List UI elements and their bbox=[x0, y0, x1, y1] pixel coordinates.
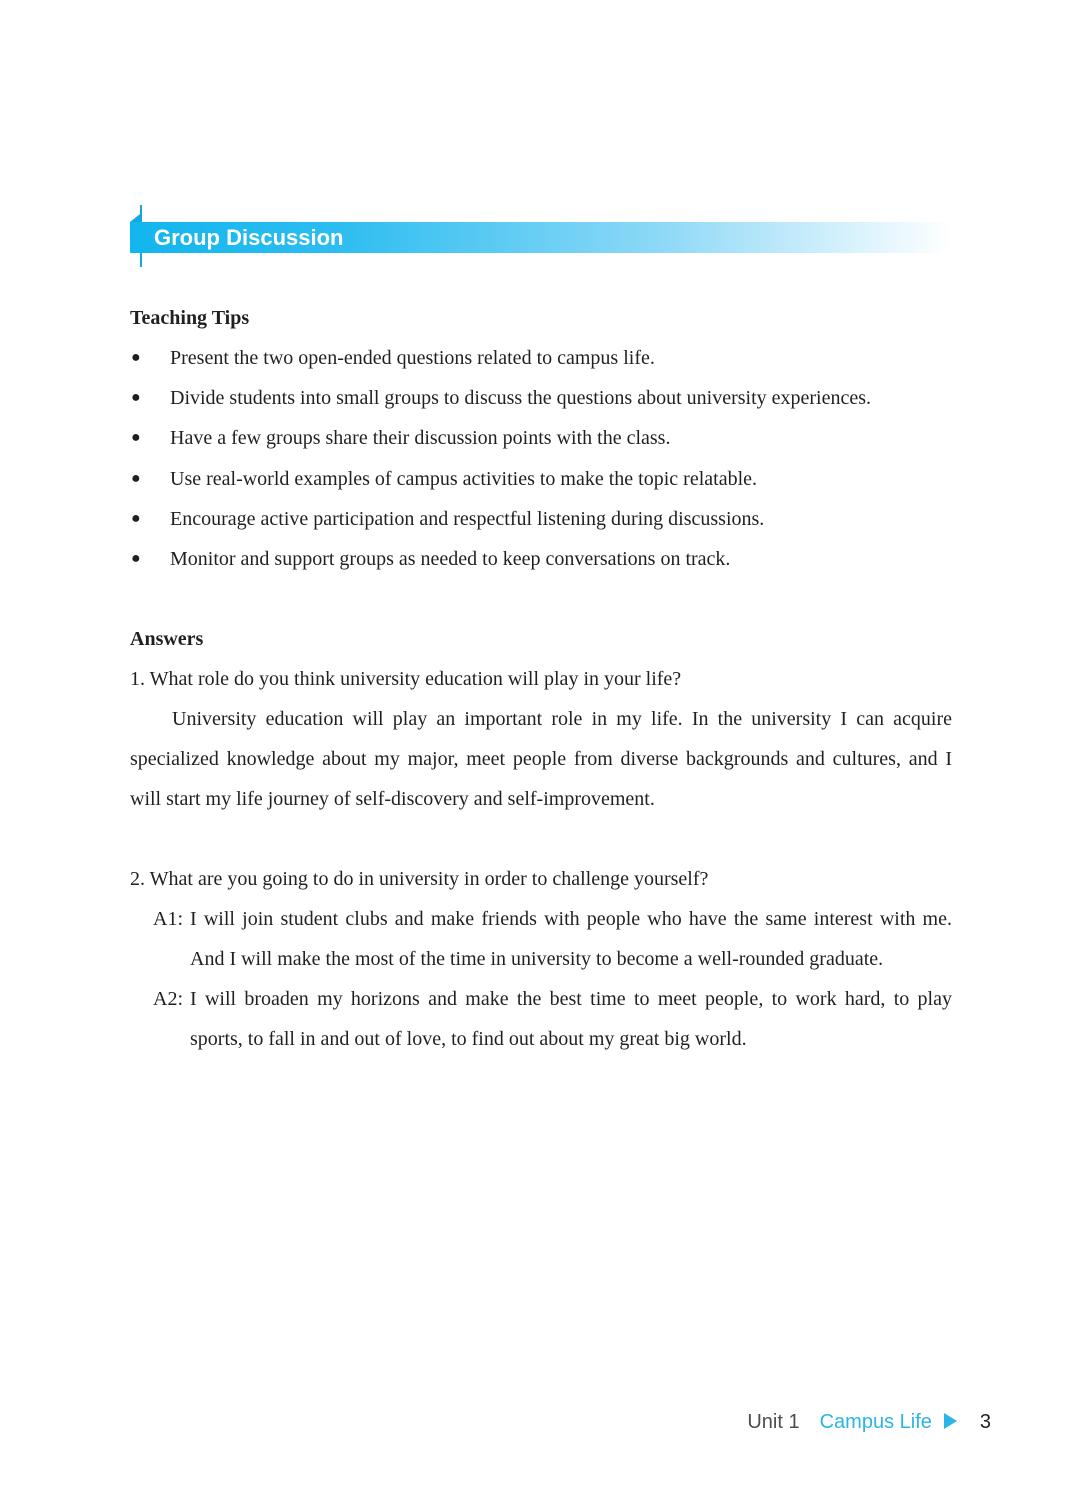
bullet-icon: ● bbox=[131, 429, 141, 447]
bullet-icon: ● bbox=[131, 389, 141, 407]
list-item bbox=[130, 344, 960, 384]
tip-text: Monitor and support groups as needed to keep conversations on track. bbox=[170, 547, 731, 570]
answers-heading: Answers bbox=[130, 628, 204, 650]
answer-2-a2 bbox=[153, 979, 952, 1059]
answer-1: University education will play an important role in my life. In the university I can acquire specialized knowledge about my major, meet people from diverse backgrounds and cultures, and I will start my life journey of self-discovery and self-improvement. bbox=[130, 708, 952, 810]
bullet-icon: ● bbox=[131, 469, 141, 487]
answer-label: A1: bbox=[153, 908, 183, 930]
section-title: Group Discussion bbox=[154, 225, 344, 250]
bullet-icon: ● bbox=[131, 549, 141, 567]
list-item bbox=[130, 424, 960, 464]
question-1: 1. What role do you think university education will play in your life? bbox=[130, 668, 682, 690]
banner-tick-bottom bbox=[140, 253, 142, 267]
bullet-icon: ● bbox=[131, 509, 141, 527]
tip-text: Use real-world examples of campus activities to make the topic relatable. bbox=[170, 467, 758, 490]
page-footer bbox=[747, 1408, 991, 1436]
answer-2-a1 bbox=[153, 899, 952, 979]
banner-corner-triangle bbox=[130, 214, 140, 222]
page-number: 3 bbox=[979, 1411, 991, 1433]
question-2: 2. What are you going to do in university in order to challenge yourself? bbox=[130, 868, 709, 890]
banner-tick-top bbox=[140, 205, 142, 222]
list-item bbox=[130, 545, 960, 585]
answer-label: A2: bbox=[153, 988, 183, 1010]
list-item bbox=[130, 465, 960, 505]
teaching-tips-list bbox=[130, 344, 960, 585]
tip-text: Divide students into small groups to discuss the questions about university experiences. bbox=[170, 387, 872, 410]
tip-text: Have a few groups share their discussion points with the class. bbox=[170, 427, 671, 450]
tip-text: Present the two open-ended questions related to campus life. bbox=[170, 347, 655, 369]
footer-unit: Unit 1 bbox=[747, 1411, 800, 1433]
bullet-icon: ● bbox=[131, 349, 141, 366]
list-item bbox=[130, 384, 960, 424]
tip-text: Encourage active participation and respectful listening during discussions. bbox=[170, 507, 765, 530]
play-arrow-icon bbox=[944, 1413, 957, 1429]
teaching-tips-heading: Teaching Tips bbox=[130, 307, 250, 329]
answer-text: I will broaden my horizons and make the best time to meet people, to work hard, to play sports, to fall in and out of love, to find out about my great big world. bbox=[190, 988, 952, 1050]
list-item bbox=[130, 505, 960, 545]
footer-unit-title: Campus Life bbox=[819, 1411, 932, 1433]
answer-text: I will join student clubs and make friends with people who have the same interest with me. And I will make the most of the time in university to become a well-rounded graduate. bbox=[190, 908, 952, 970]
